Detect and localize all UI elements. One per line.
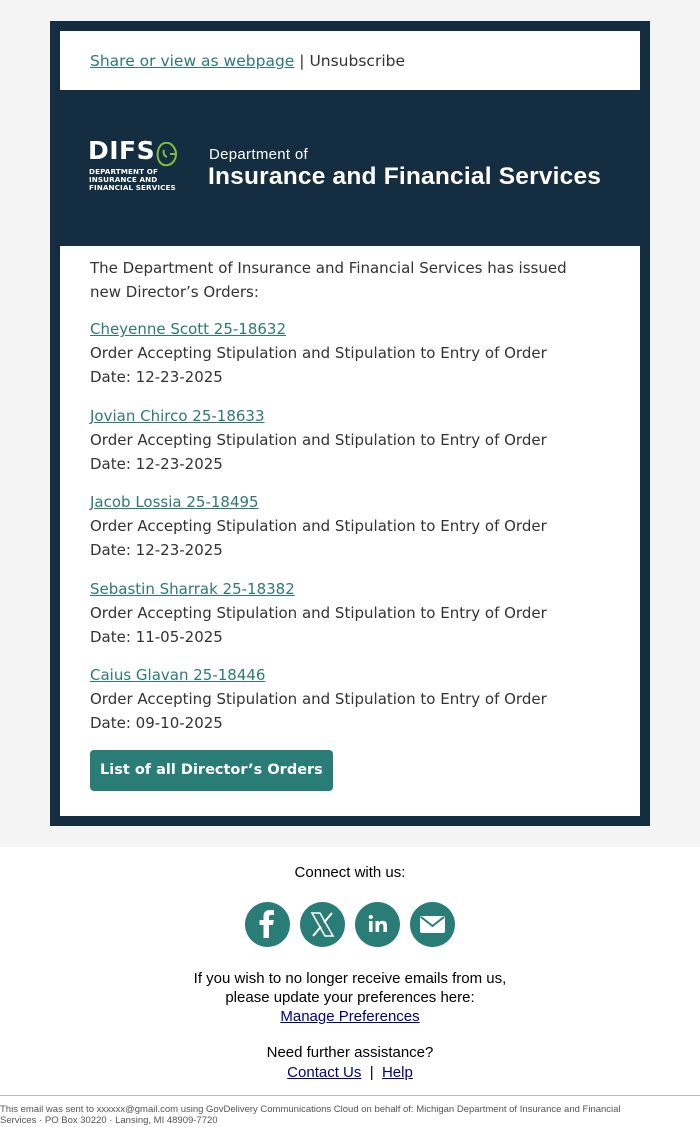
dept-name-title: Insurance and Financial Services [208,163,602,190]
order-date: Date: 12-23-2025 [90,368,223,386]
manage-preferences-link[interactable]: Manage Preferences [280,1008,420,1025]
share-link[interactable]: Share or view as webpage [90,52,295,70]
order-link[interactable]: Sebastin Sharrak 25-18382 [90,580,295,598]
michigan-mitten-icon [155,142,179,168]
order-item [90,317,547,389]
order-type: Order Accepting Stipulation and Stipulation to Entry of Order [90,517,547,535]
order-item [90,577,547,649]
facebook-icon[interactable] [245,902,290,947]
assist-label: Need further assistance? [266,1044,434,1061]
order-type: Order Accepting Stipulation and Stipulation to Entry of Order [90,690,547,708]
dept-of-label: Department of [209,146,308,163]
order-date: Date: 12-23-2025 [90,541,223,559]
connect-label: Connect with us: [294,864,406,881]
email-icon[interactable] [410,902,455,947]
x-icon[interactable] [300,902,345,947]
order-type: Order Accepting Stipulation and Stipulation to Entry of Order [90,604,547,622]
linkedin-icon[interactable] [355,902,400,947]
preheader-separator: | [299,52,305,70]
divider [0,1095,700,1096]
contact-us-link[interactable]: Contact Us [287,1064,362,1081]
assistance-text [0,1043,700,1083]
order-item [90,490,547,562]
intro-text: The Department of Insurance and Financial Services has issued new Director’s Orders: [90,259,567,301]
logo-wordmark: DIFS [88,136,156,165]
footer [0,847,700,1127]
order-item [90,663,547,735]
order-link[interactable]: Caius Glavan 25-18446 [90,666,266,684]
unsubscribe-link[interactable]: Unsubscribe [309,52,405,70]
pref-line: please update your preferences here: [225,989,475,1006]
order-item [90,404,547,476]
order-link[interactable]: Jovian Chirco 25-18633 [90,407,265,425]
email-frame [50,21,650,826]
logo-subtitle [89,168,176,192]
logo-sub-line: DEPARTMENT OF [89,167,158,176]
logo-sub-line: INSURANCE AND [89,175,158,184]
order-date: Date: 09-10-2025 [90,714,223,732]
order-date: Date: 12-23-2025 [90,455,223,473]
legal-notice: This email was sent to xxxxxx@gmail.com using GovDelivery Communications Cloud on behalf of: Michigan Department of Insurance and Financial Services · PO Box 30220 · Lansing, MI 48909-7720 [0,1104,621,1126]
difs-logo [88,138,184,200]
logo-sub-line: FINANCIAL SERVICES [89,183,176,192]
assist-separator: | [369,1064,374,1081]
order-type: Order Accepting Stipulation and Stipulation to Entry of Order [90,344,547,362]
order-type: Order Accepting Stipulation and Stipulation to Entry of Order [90,431,547,449]
order-date: Date: 11-05-2025 [90,628,223,646]
pref-line: If you wish to no longer receive emails from us, [193,970,507,987]
email-body [60,246,640,816]
order-link[interactable]: Cheyenne Scott 25-18632 [90,320,287,338]
preheader-line [90,52,405,70]
help-link[interactable]: Help [381,1064,413,1081]
preheader [60,31,640,90]
order-link[interactable]: Jacob Lossia 25-18495 [90,493,259,511]
all-orders-button[interactable]: List of all Director’s Orders [90,750,333,791]
social-links [245,902,465,948]
banner [60,90,640,246]
preferences-text [0,969,700,1026]
